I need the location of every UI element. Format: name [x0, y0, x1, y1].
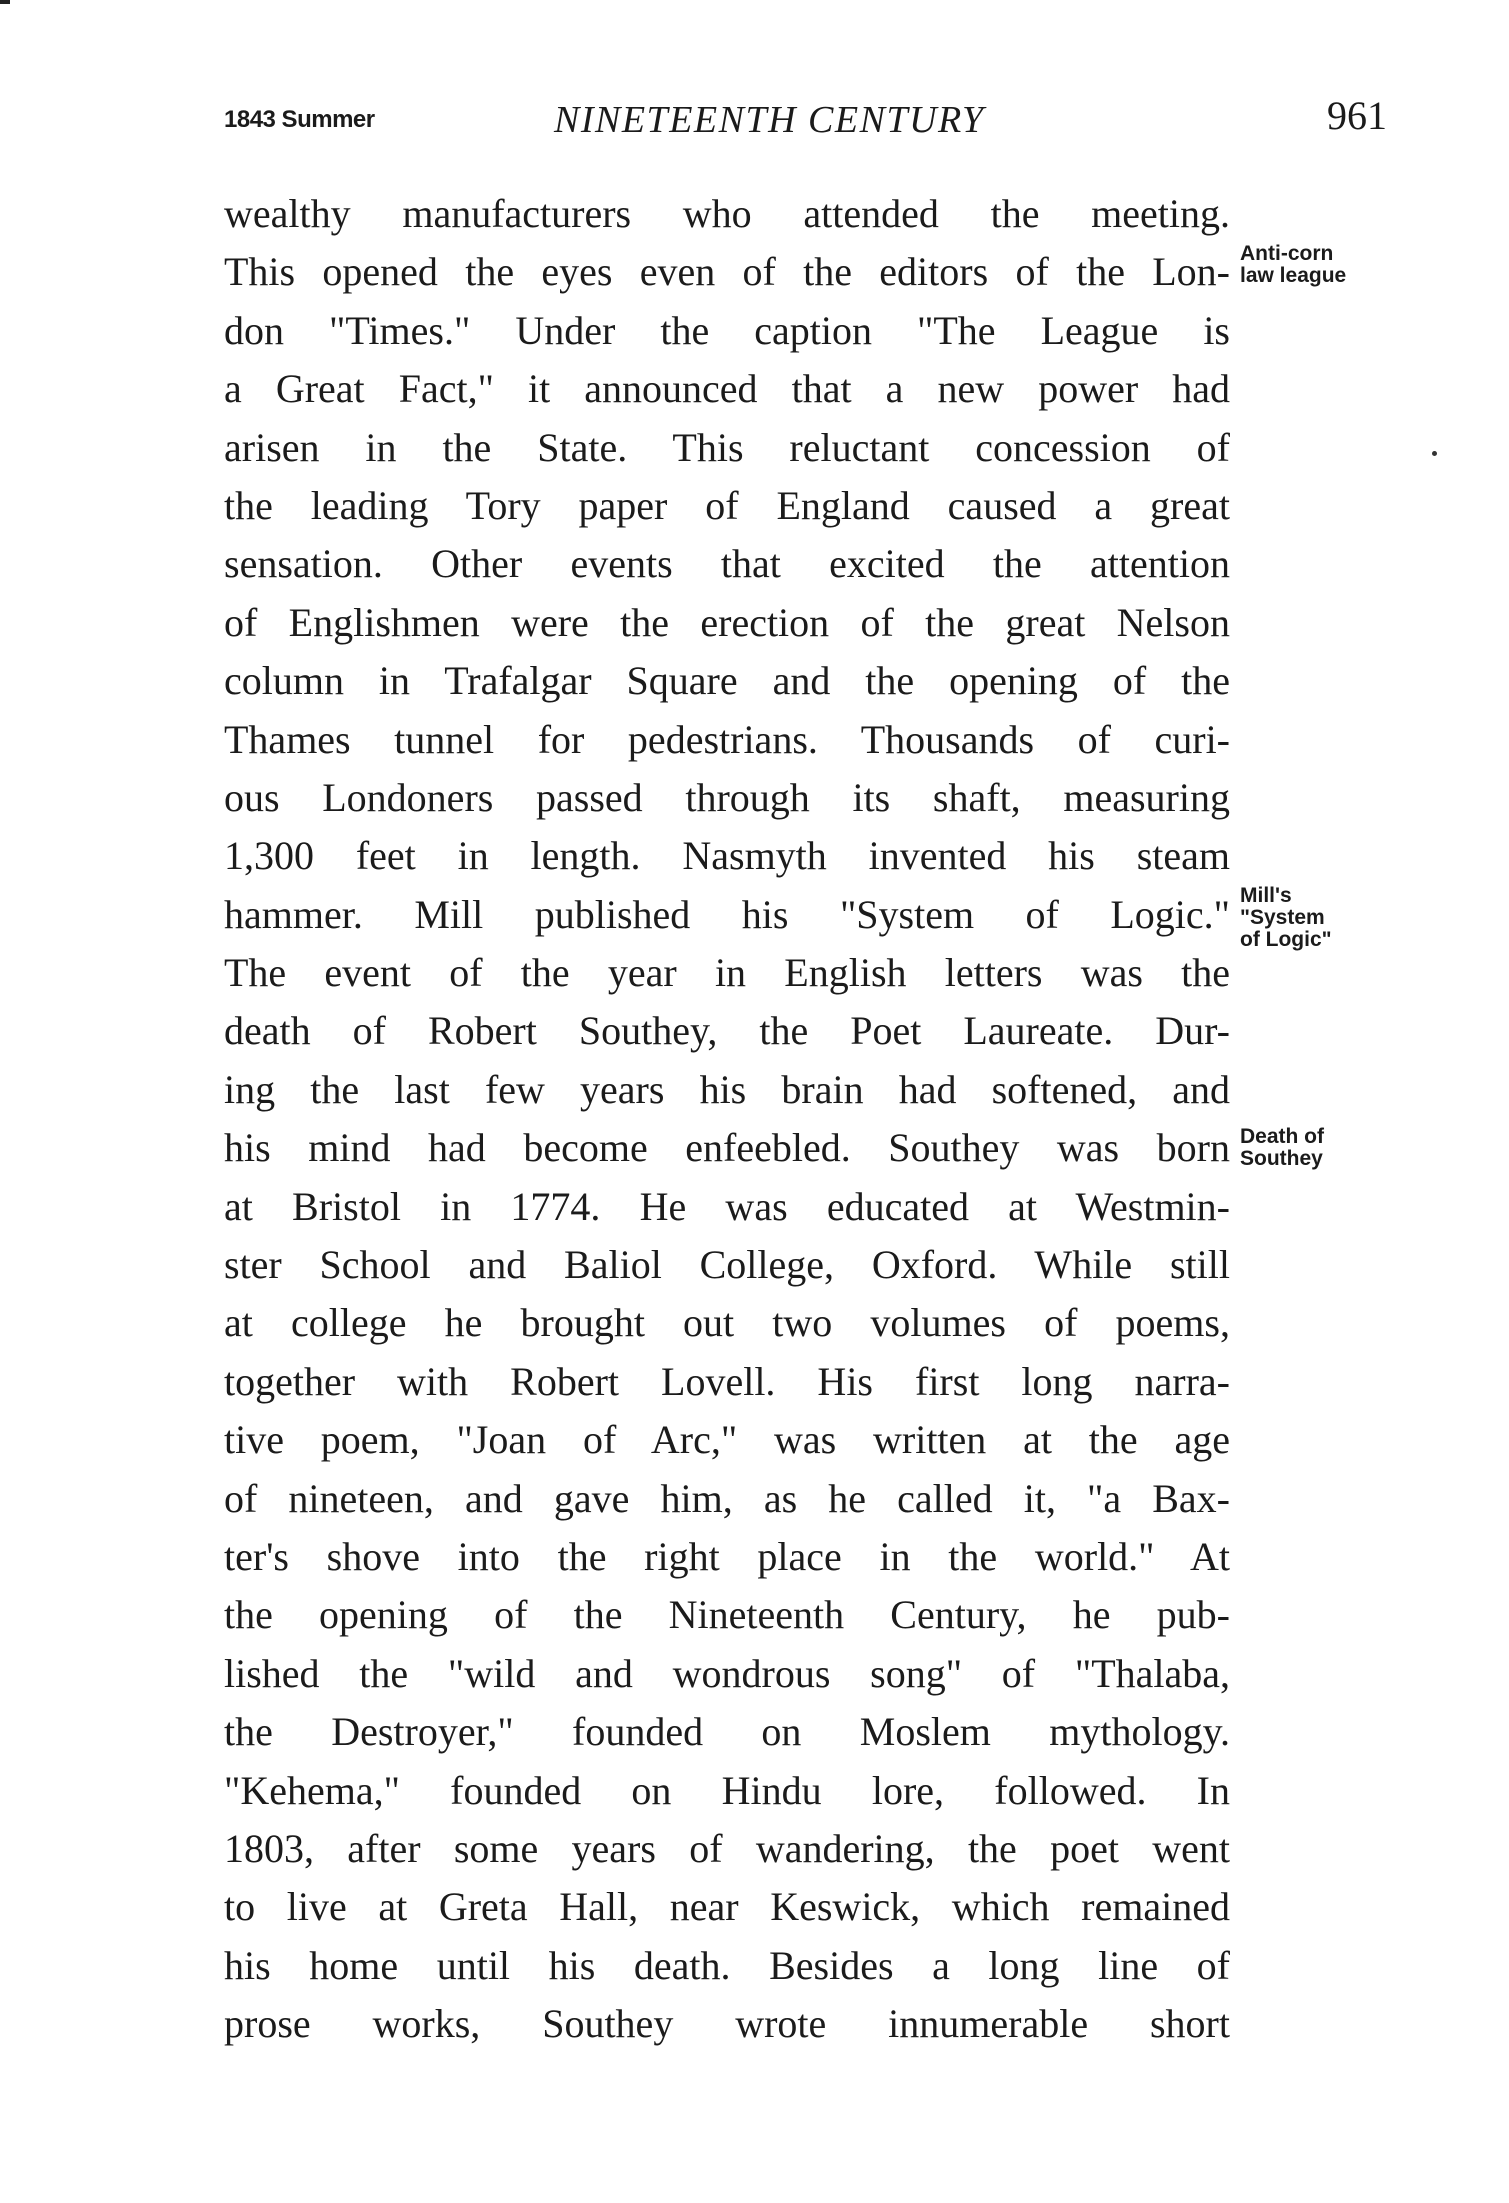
text-line: don "Times." Under the caption "The League is [224, 307, 1230, 353]
text-line: to live at Greta Hall, near Keswick, which remained [224, 1884, 1230, 1930]
running-head [224, 92, 1387, 152]
text-line: the leading Tory paper of England caused a great [224, 482, 1230, 528]
text-line: 1,300 feet in length. Nasmyth invented his steam [224, 833, 1230, 879]
text-line: tive poem, "Joan of Arc," was written at the age [224, 1417, 1230, 1463]
margin-note-anti-corn-law-league [1240, 243, 1346, 287]
margin-note-line: Anti-corn [1240, 242, 1334, 265]
text-line: sensation. Other events that excited the attention [224, 541, 1230, 587]
margin-note-death-of-southey [1240, 1126, 1324, 1170]
scan-artifact [0, 0, 10, 4]
text-line: his mind had become enfeebled. Southey was born [224, 1125, 1230, 1171]
text-line: the opening of the Nineteenth Century, he pub- [224, 1592, 1230, 1638]
page-number: 961 [1327, 93, 1387, 138]
margin-note-mills-system-of-logic [1240, 885, 1332, 951]
text-line: Thames tunnel for pedestrians. Thousands of curi- [224, 716, 1230, 762]
text-line: lished the "wild and wondrous song" of "Thalaba, [224, 1650, 1230, 1696]
text-line: a Great Fact," it announced that a new power had [224, 366, 1230, 412]
margin-note-line: "System [1240, 906, 1325, 929]
body-text [224, 185, 1230, 2054]
running-head-date: 1843 Summer [224, 106, 375, 133]
text-line: ous Londoners passed through its shaft, measuring [224, 774, 1230, 820]
text-line: hammer. Mill published his "System of Logic." [224, 891, 1230, 937]
margin-note-line: Southey [1240, 1147, 1323, 1170]
text-line: of Englishmen were the erection of the great Nelson [224, 599, 1230, 645]
text-line: arisen in the State. This reluctant concession of [224, 424, 1230, 470]
margin-note-line: Death of [1240, 1125, 1324, 1148]
text-line: prose works, Southey wrote innumerable short [224, 2001, 1230, 2047]
text-line: 1803, after some years of wandering, the poet went [224, 1825, 1230, 1871]
text-line: his home until his death. Besides a long line of [224, 1942, 1230, 1988]
text-line: wealthy manufacturers who attended the meeting. [224, 191, 1230, 236]
margin-note-line: of Logic" [1240, 928, 1332, 951]
text-line: column in Trafalgar Square and the opening of the [224, 658, 1230, 704]
text-line: together with Robert Lovell. His first long narra- [224, 1358, 1230, 1404]
text-line: death of Robert Southey, the Poet Laureate. Dur- [224, 1008, 1230, 1054]
text-line: at Bristol in 1774. He was educated at Westmin- [224, 1183, 1230, 1229]
text-line: the Destroyer," founded on Moslem mythology. [224, 1709, 1230, 1755]
text-line: ster School and Baliol College, Oxford. While still [224, 1242, 1230, 1288]
text-line: at college he brought out two volumes of poems, [224, 1300, 1230, 1346]
margin-note-line: law league [1240, 264, 1347, 287]
text-line: ing the last few years his brain had softened, and [224, 1066, 1230, 1112]
scan-artifact-dot [1432, 451, 1437, 456]
text-line: This opened the eyes even of the editors of the Lon- [224, 249, 1230, 295]
running-head-title: NINETEENTH CENTURY [554, 99, 985, 141]
text-line: "Kehema," founded on Hindu lore, followed. In [224, 1767, 1230, 1813]
text-line: ter's shove into the right place in the world." At [224, 1533, 1230, 1579]
text-line: The event of the year in English letters was the [224, 950, 1230, 996]
text-line: of nineteen, and gave him, as he called it, "a Bax- [224, 1475, 1230, 1521]
margin-note-line: Mill's [1240, 884, 1292, 907]
